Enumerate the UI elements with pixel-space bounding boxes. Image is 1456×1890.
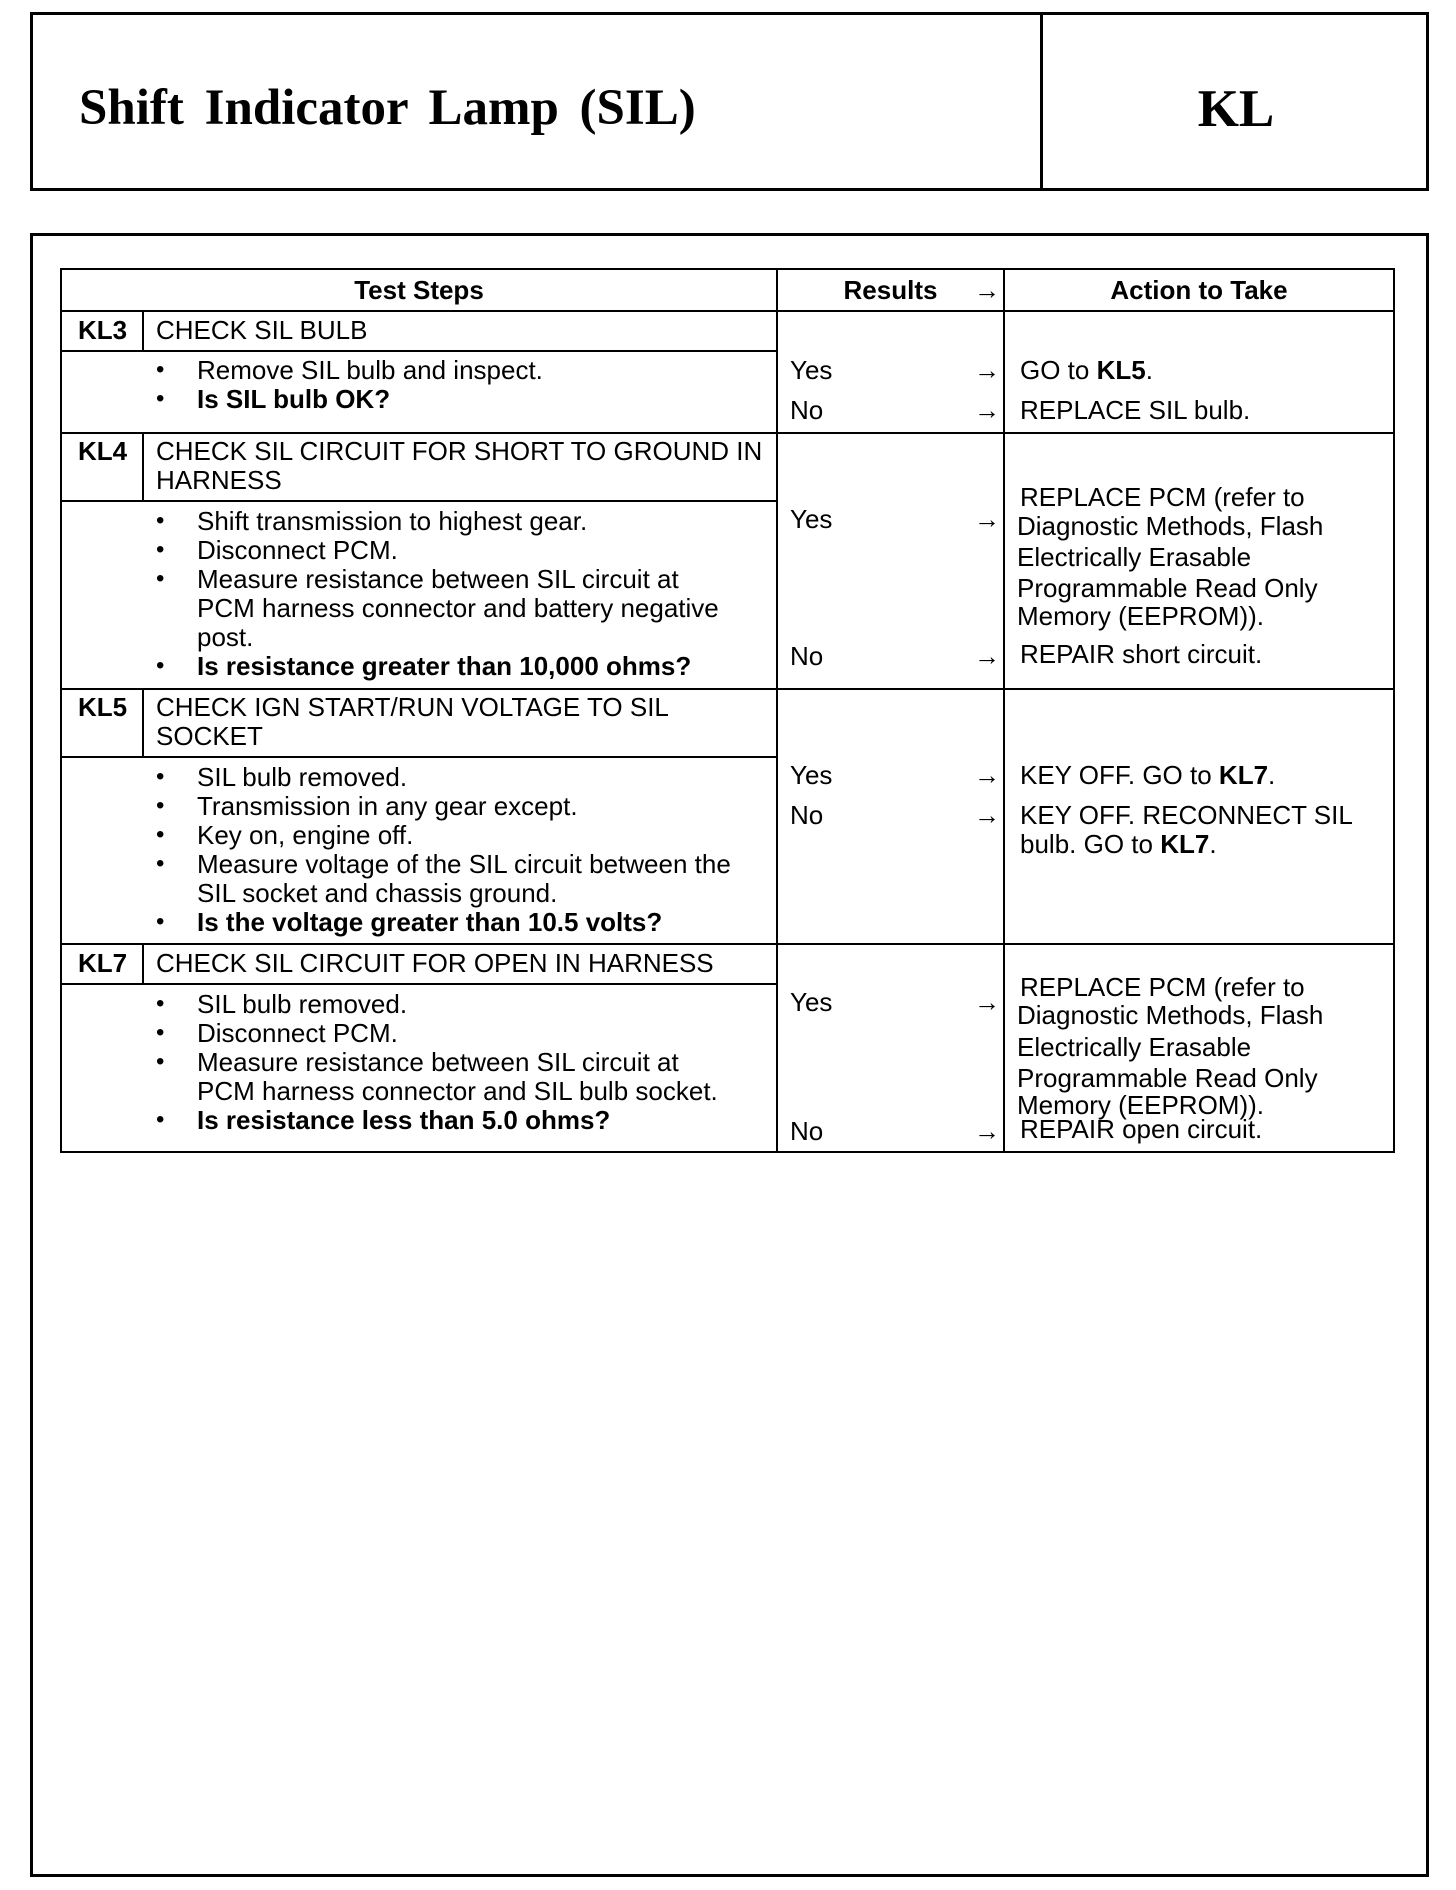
- diagnostic-table: [60, 268, 1395, 1153]
- section-code: KL: [1197, 80, 1275, 138]
- result-no-kl5: No: [790, 800, 824, 830]
- step-text: post.: [197, 622, 254, 652]
- step-heading-kl4: CHECK SIL CIRCUIT FOR SHORT TO GROUND IN: [156, 436, 763, 466]
- result-yes-kl4: Yes: [790, 504, 833, 534]
- action-yes-kl4: Memory (EEPROM)).: [1017, 601, 1264, 631]
- result-no-kl7: No: [790, 1116, 824, 1146]
- bullet: •: [156, 652, 165, 679]
- step-text: Disconnect PCM.: [197, 1018, 398, 1048]
- arrow-icon: →: [974, 641, 1000, 671]
- kl4-bottom-rule: [62, 688, 1393, 690]
- step-text: SIL bulb removed.: [197, 989, 408, 1019]
- action-yes-kl7: REPLACE PCM (refer to: [1020, 972, 1305, 1002]
- step-text: PCM harness connector and battery negative: [197, 593, 719, 623]
- step-question: Is SIL bulb OK?: [197, 384, 391, 414]
- step-id-kl4: KL4: [78, 436, 128, 466]
- step-text: SIL bulb removed.: [197, 762, 408, 792]
- bullet: •: [156, 850, 165, 877]
- step-heading-kl4-cont: HARNESS: [156, 465, 282, 495]
- step-text: PCM harness connector and SIL bulb socket.: [197, 1076, 718, 1106]
- kl5-bottom-rule: [62, 943, 1393, 945]
- step-question: Is resistance less than 5.0 ohms?: [197, 1105, 611, 1135]
- step-text: Measure voltage of the SIL circuit between the: [197, 849, 731, 879]
- result-no-kl4: No: [790, 641, 824, 671]
- page-title: Shift Indicator Lamp (SIL): [79, 80, 696, 136]
- bullet: •: [156, 821, 165, 848]
- result-yes-kl7: Yes: [790, 987, 833, 1017]
- header-test-steps: Test Steps: [354, 275, 484, 305]
- action-yes-kl4: REPLACE PCM (refer to: [1020, 482, 1305, 512]
- step-text: Measure resistance between SIL circuit at: [197, 1047, 679, 1077]
- step-question: Is resistance greater than 10,000 ohms?: [197, 651, 692, 681]
- action-text-end: .: [1209, 829, 1217, 859]
- kl5-heading-rule: [62, 756, 776, 758]
- action-yes-kl7: Programmable Read Only: [1017, 1063, 1318, 1093]
- bullet: •: [156, 990, 165, 1017]
- kl7-heading-rule: [62, 983, 776, 985]
- result-yes-kl3: Yes: [790, 355, 833, 385]
- action-text: GO to: [1020, 355, 1090, 385]
- action-text: bulb. GO to: [1020, 829, 1153, 859]
- step-heading-kl3: CHECK SIL BULB: [156, 315, 368, 345]
- action-yes-kl3: [1020, 355, 1153, 385]
- id-divider-kl4: [142, 432, 144, 500]
- arrow-icon: →: [974, 355, 1000, 385]
- step-reference-link[interactable]: KL5: [1096, 355, 1146, 385]
- action-yes-kl4: Electrically Erasable: [1017, 542, 1252, 572]
- step-id-kl5: KL5: [78, 692, 128, 722]
- arrow-icon: →: [974, 504, 1000, 534]
- action-yes-kl7: Memory (EEPROM)).: [1017, 1090, 1264, 1120]
- action-yes-kl4: Programmable Read Only: [1017, 573, 1318, 603]
- step-heading-kl5: CHECK IGN START/RUN VOLTAGE TO SIL: [156, 692, 669, 722]
- kl3-heading-rule: [62, 350, 776, 352]
- kl3-bottom-rule: [62, 432, 1393, 434]
- action-text-end: .: [1145, 355, 1153, 385]
- bullet: •: [156, 792, 165, 819]
- arrow-icon: →: [974, 800, 1000, 830]
- step-text: Shift transmission to highest gear.: [197, 506, 588, 536]
- bullet: •: [156, 908, 165, 935]
- header-results-arrow: →: [974, 275, 1000, 305]
- step-heading-kl7: CHECK SIL CIRCUIT FOR OPEN IN HARNESS: [156, 948, 714, 978]
- step-reference-link[interactable]: KL7: [1160, 829, 1210, 859]
- bullet: •: [156, 385, 165, 412]
- bullet: •: [156, 536, 165, 563]
- header-bottom-rule: [62, 310, 1393, 312]
- col-divider-steps: [776, 270, 778, 1151]
- result-no-kl3: No: [790, 395, 824, 425]
- action-no-kl7: REPAIR open circuit.: [1020, 1114, 1263, 1144]
- step-text: Remove SIL bulb and inspect.: [197, 355, 543, 385]
- result-yes-kl5: Yes: [790, 760, 833, 790]
- step-heading-kl5-cont: SOCKET: [156, 721, 263, 751]
- action-yes-kl7: Diagnostic Methods, Flash: [1017, 1000, 1324, 1030]
- action-no-kl3: REPLACE SIL bulb.: [1020, 395, 1251, 425]
- action-yes-kl4: Diagnostic Methods, Flash: [1017, 511, 1324, 541]
- action-no-kl4: REPAIR short circuit.: [1020, 639, 1263, 669]
- step-question: Is the voltage greater than 10.5 volts?: [197, 907, 663, 937]
- col-divider-results: [1003, 270, 1005, 1151]
- bullet: •: [156, 1019, 165, 1046]
- step-text: Measure resistance between SIL circuit at: [197, 564, 679, 594]
- step-id-kl3: KL3: [78, 315, 128, 345]
- id-divider-kl5: [142, 688, 144, 756]
- arrow-icon: →: [974, 987, 1000, 1017]
- action-no-kl5: KEY OFF. RECONNECT SIL: [1020, 800, 1353, 830]
- action-text: KEY OFF. GO to: [1020, 760, 1212, 790]
- bullet: •: [156, 1106, 165, 1133]
- action-no-kl5-cont: [1020, 829, 1217, 859]
- action-yes-kl7: Electrically Erasable: [1017, 1032, 1252, 1062]
- step-reference-link[interactable]: KL7: [1218, 760, 1269, 790]
- action-yes-kl5: [1020, 760, 1275, 790]
- arrow-icon: →: [974, 395, 1000, 425]
- arrow-icon: →: [974, 1116, 1000, 1146]
- bullet: •: [156, 356, 165, 383]
- id-divider-kl7: [142, 943, 144, 983]
- action-text-end: .: [1268, 760, 1276, 790]
- arrow-icon: →: [974, 760, 1000, 790]
- header-box: [30, 12, 1429, 191]
- step-text: Key on, engine off.: [197, 820, 414, 850]
- bullet: •: [156, 507, 165, 534]
- id-divider-kl3: [142, 310, 144, 350]
- step-id-kl7: KL7: [78, 948, 128, 978]
- step-text: Transmission in any gear except.: [197, 791, 578, 821]
- step-text: SIL socket and chassis ground.: [197, 878, 558, 908]
- header-results: Results: [843, 275, 938, 305]
- bullet: •: [156, 1048, 165, 1075]
- kl4-heading-rule: [62, 500, 776, 502]
- bullet: •: [156, 763, 165, 790]
- bullet: •: [156, 565, 165, 592]
- step-text: Disconnect PCM.: [197, 535, 398, 565]
- header-action: Action to Take: [1110, 275, 1288, 305]
